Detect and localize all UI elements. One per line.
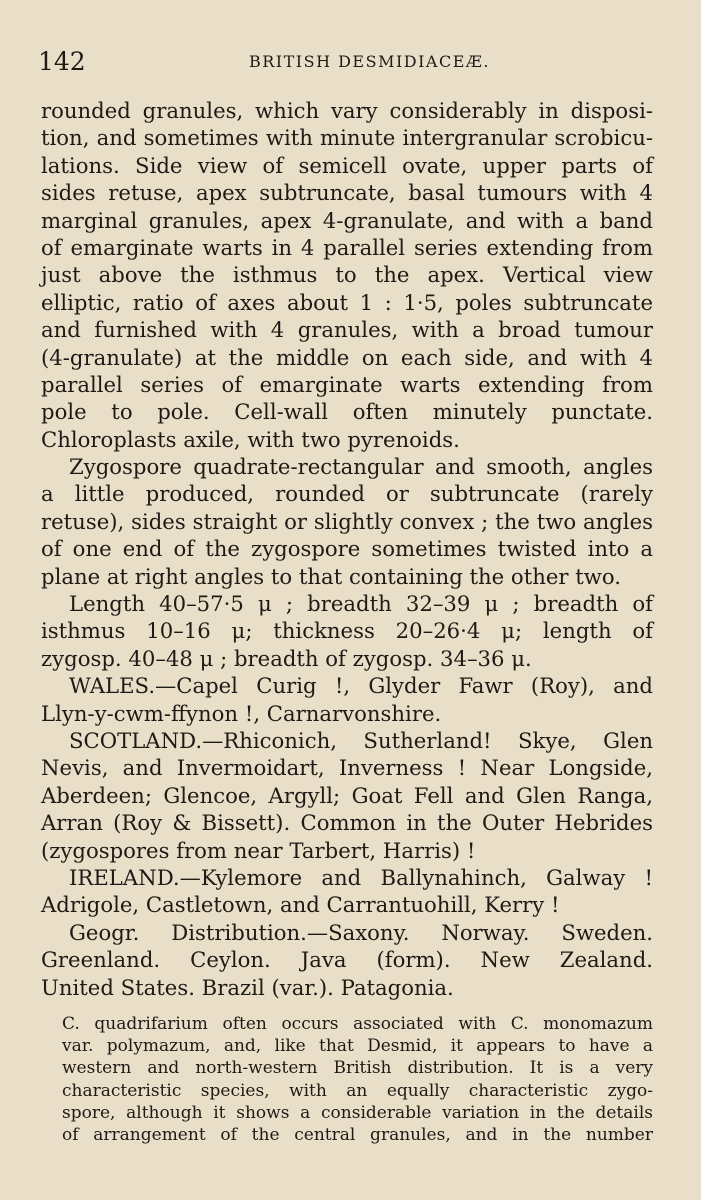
text-line: of emarginate warts in 4 parallel series extending from — [41, 234, 653, 260]
text-line: Length 40–57·5 μ ; breadth 32–39 μ ; breadth of — [69, 591, 653, 617]
text-line: Geogr. Distribution.—Saxony. Norway. Sweden. — [69, 919, 653, 945]
text-line: zygosp. 40–48 μ ; breadth of zygosp. 34–36 μ. — [41, 645, 532, 671]
text-line: Nevis, and Invermoidart, Inverness ! Near Longside, — [41, 755, 653, 781]
note-line: western and north-western British distribution. It is a very — [62, 1058, 653, 1079]
text-line: Zygospore quadrate-rectangular and smooth, angles — [69, 454, 653, 480]
note-line: C. quadrifarium often occurs associated with C. monomazum — [62, 1014, 653, 1034]
text-line: rounded granules, which vary considerably in disposi- — [41, 98, 653, 123]
text-line: retuse), sides straight or slightly convex ; the two angles — [41, 508, 653, 534]
text-line: sides retuse, apex subtruncate, basal tumours with 4 — [41, 180, 653, 206]
note-line: spore, although it shows a considerable variation in the details — [62, 1102, 653, 1123]
text-line: Greenland. Ceylon. Java (form). New Zealand. — [41, 947, 653, 973]
text-line: Llyn-y-cwm-ffynon !, Carnarvonshire. — [41, 700, 442, 726]
text-line: and furnished with 4 granules, with a broad tumour — [41, 317, 653, 343]
text-line: (4-granulate) at the middle on each side, and with 4 — [41, 344, 653, 370]
page-number: 142 — [38, 47, 86, 76]
text-line: marginal granules, apex 4-granulate, and with a band — [41, 207, 653, 233]
text-line: isthmus 10–16 μ; thickness 20–26·4 μ; length of — [41, 618, 653, 644]
note-line: var. polymazum, and, like that Desmid, it appears to have a — [62, 1036, 653, 1057]
text-line: lations. Side view of semicell ovate, upper parts of — [41, 152, 653, 178]
text-line: Aberdeen; Glencoe, Argyll; Goat Fell and Glen Ranga, — [41, 782, 653, 808]
note-paragraph — [62, 1013, 653, 1146]
text-line: parallel series of emarginate warts extending from — [41, 371, 653, 397]
text-line: pole to pole. Cell-wall often minutely punctate. — [41, 399, 653, 425]
text-line: (zygospores from near Tarbert, Harris) ! — [41, 837, 476, 863]
text-line: WALES.—Capel Curig !, Glyder Fawr (Roy), and — [69, 673, 653, 699]
main-text — [41, 97, 653, 1001]
text-line: SCOTLAND.—Rhiconich, Sutherland! Skye, Glen — [69, 727, 653, 753]
page-header — [38, 44, 661, 80]
text-line: a little produced, rounded or subtruncate (rarely — [41, 481, 653, 507]
text-line: Arran (Roy & Bissett). Common in the Outer Hebrides — [41, 810, 653, 836]
text-line: tion, and sometimes with minute intergranular scrobicu- — [41, 125, 653, 151]
text-line: Adrigole, Castletown, and Carrantuohill, Kerry ! — [41, 892, 560, 918]
text-line: United States. Brazil (var.). Patagonia. — [41, 974, 454, 1000]
text-line: just above the isthmus to the apex. Vertical view — [41, 262, 653, 288]
text-line: Chloroplasts axile, with two pyrenoids. — [41, 426, 460, 452]
text-line: of one end of the zygospore sometimes twisted into a — [41, 536, 653, 562]
note-line: of arrangement of the central granules, and in the number — [62, 1124, 653, 1145]
running-title: BRITISH DESMIDIACEÆ. — [248, 52, 490, 71]
text-line: IRELAND.—Kylemore and Ballynahinch, Galway ! — [69, 864, 653, 890]
text-line: elliptic, ratio of axes about 1 : 1·5, poles subtruncate — [41, 289, 653, 315]
text-line: plane at right angles to that containing the other two. — [41, 563, 622, 589]
note-line: characteristic species, with an equally characteristic zygo- — [62, 1080, 653, 1101]
